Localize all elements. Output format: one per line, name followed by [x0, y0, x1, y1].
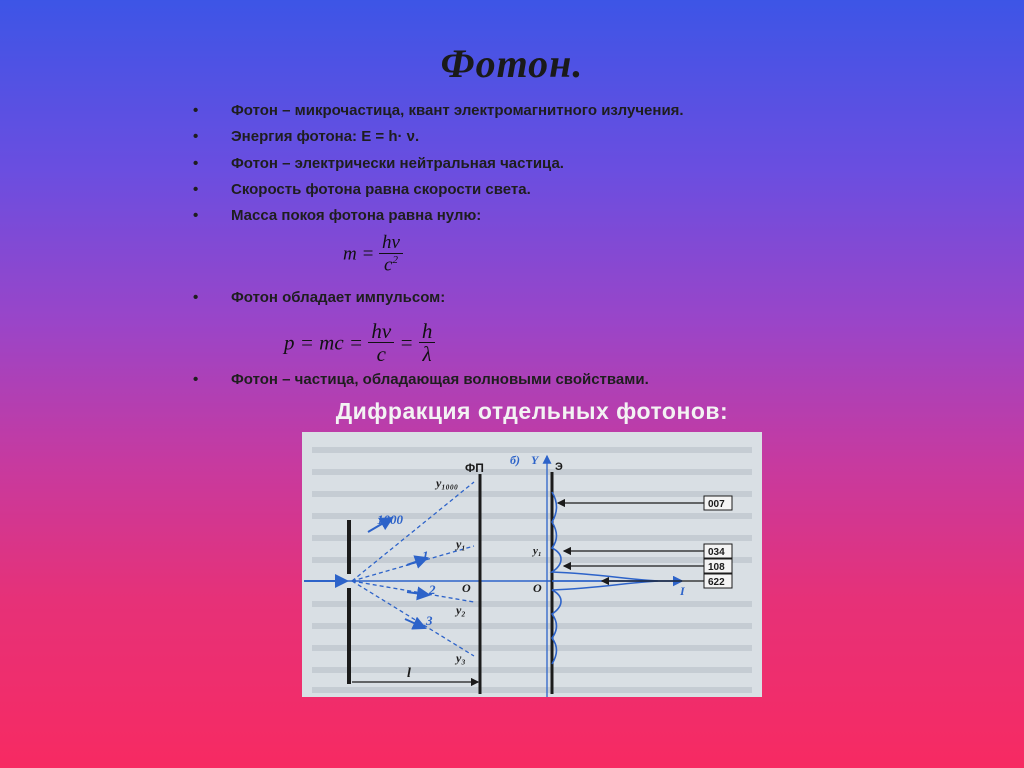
count-box: 034 — [708, 547, 725, 558]
y-axis-label: Y — [531, 453, 539, 467]
mass-fraction: $\frac{h\nu}{c^2}$ — [379, 233, 403, 276]
y-mark: y₃ — [456, 651, 466, 665]
count-box: 108 — [708, 562, 725, 573]
y-mark: y₂ — [456, 603, 466, 617]
count-box: 007 — [708, 499, 725, 510]
y-mark: y₁₀₀₀ — [436, 476, 459, 490]
subtitle: Дифракция отдельных фотонов: — [335, 398, 729, 424]
ray-label: 2 — [429, 582, 436, 597]
count-box: 622 — [708, 577, 725, 588]
distance-label: l — [407, 666, 411, 681]
screen-label: Э — [555, 461, 563, 473]
mass-formula: m = $\frac{h\nu}{c^2}$ — [343, 233, 403, 276]
y-mark: y₁ — [456, 537, 466, 551]
photo-plate-label: ФП — [465, 461, 484, 475]
momentum-formula: p = mc = $\frac{h\nu}{c}$ = $\frac{h}{\lambda}$ — [284, 320, 435, 366]
intensity-label: I — [680, 584, 685, 598]
ray-label: 1000 — [377, 512, 403, 527]
slide-title: Фотон. — [440, 41, 584, 86]
right-y1-label: y₁ — [533, 545, 542, 557]
origin-label: O — [462, 581, 471, 595]
right-origin-label: O — [533, 581, 542, 595]
ray-label: 1 — [422, 548, 429, 563]
panel-label: б) — [510, 453, 520, 467]
diffraction-figure — [302, 432, 762, 697]
ray-label: 3 — [426, 613, 433, 628]
